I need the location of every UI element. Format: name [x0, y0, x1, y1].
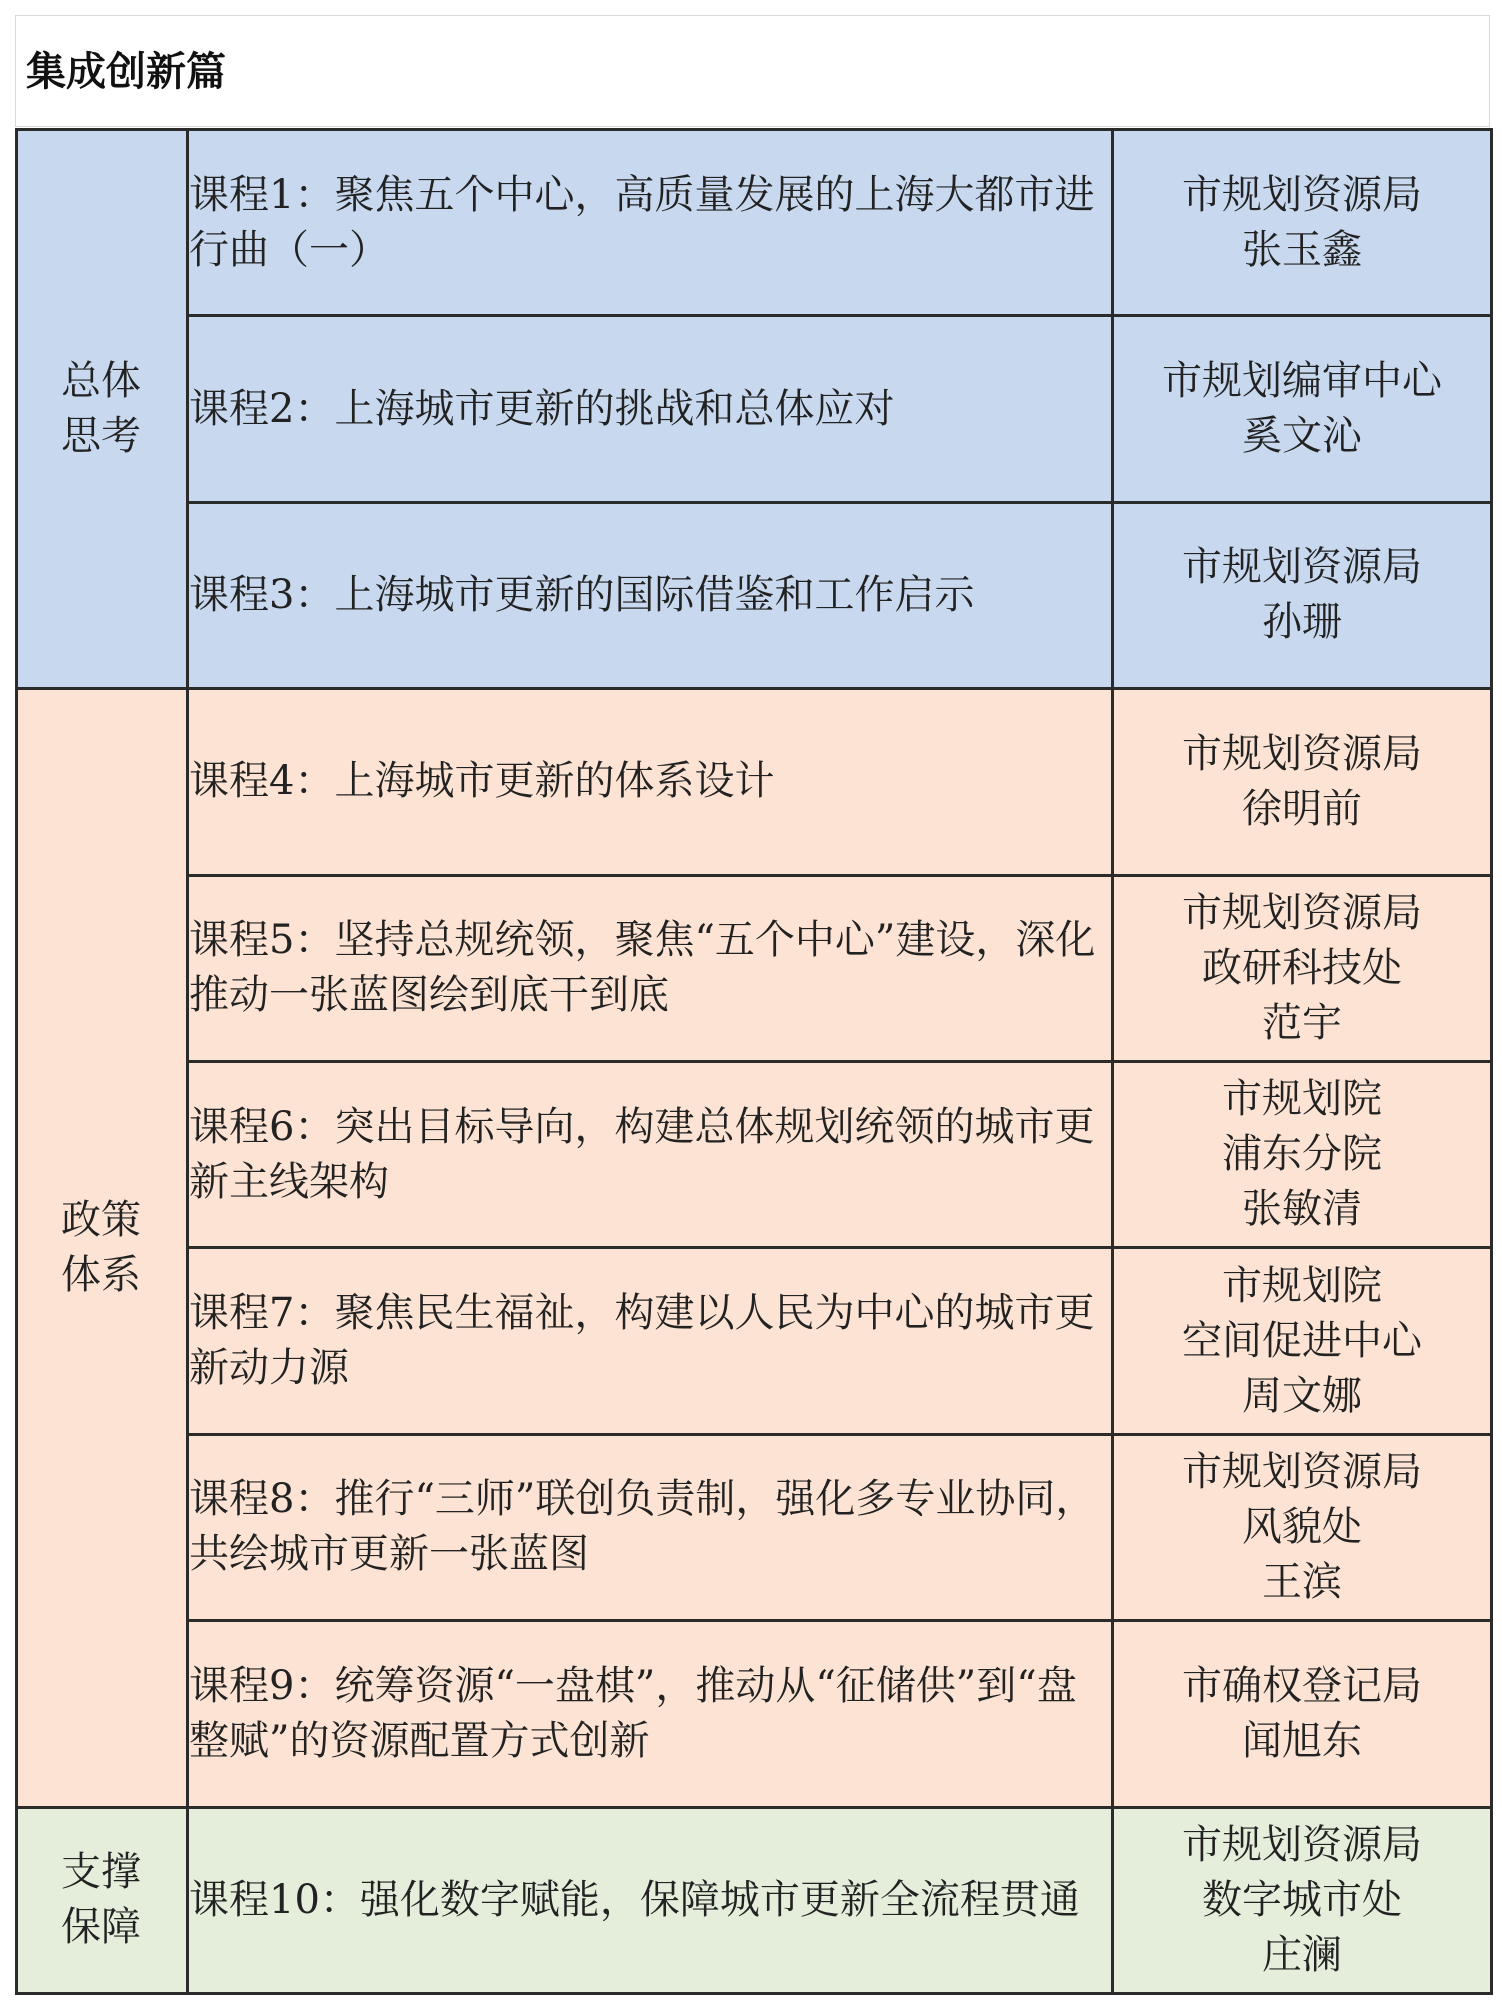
table-row [17, 1621, 1492, 1807]
speaker-cell [1113, 689, 1492, 875]
table-row [17, 1807, 1492, 1993]
speaker-cell [1113, 502, 1492, 688]
speaker-cell [1113, 1248, 1492, 1434]
speaker-line: 周文娜 [1242, 1372, 1362, 1419]
table-row [17, 689, 1492, 875]
table-row [17, 1434, 1492, 1620]
speaker-line: 徐明前 [1242, 785, 1362, 832]
speaker-line: 市规划资源局 [1182, 730, 1422, 777]
course-table [15, 128, 1493, 1995]
course-title: 课程5：坚持总规统领，聚焦“五个中心”建设，深化推动一张蓝图绘到底干到底 [188, 875, 1113, 1061]
speaker-line: 张玉鑫 [1242, 226, 1362, 273]
speaker-cell [1113, 1061, 1492, 1247]
speaker-line: 孙珊 [1262, 599, 1342, 646]
course-title: 课程8：推行“三师”联创负责制，强化多专业协同，共绘城市更新一张蓝图 [188, 1434, 1113, 1620]
speaker-line: 市规划资源局 [1182, 171, 1422, 218]
speaker-line: 庄澜 [1262, 1931, 1342, 1978]
category-cell [17, 130, 188, 689]
category-cell [17, 689, 188, 1807]
speaker-cell [1113, 875, 1492, 1061]
speaker-line: 浦东分院 [1222, 1131, 1382, 1178]
course-title: 课程2：上海城市更新的挑战和总体应对 [188, 316, 1113, 502]
title-bar [15, 15, 1490, 127]
category-label: 总体思考 [61, 358, 141, 460]
table-row [17, 502, 1492, 688]
speaker-line: 市规划院 [1222, 1076, 1382, 1123]
category-cell [17, 1807, 188, 1993]
speaker-line: 市规划资源局 [1182, 889, 1422, 936]
course-title: 课程3：上海城市更新的国际借鉴和工作启示 [188, 502, 1113, 688]
speaker-line: 市确权登记局 [1182, 1662, 1422, 1709]
speaker-cell [1113, 1434, 1492, 1620]
course-title: 课程7：聚焦民生福祉，构建以人民为中心的城市更新动力源 [188, 1248, 1113, 1434]
table-row [17, 1061, 1492, 1247]
table-row [17, 130, 1492, 316]
speaker-line: 数字城市处 [1202, 1876, 1402, 1923]
speaker-cell [1113, 130, 1492, 316]
course-title: 课程4：上海城市更新的体系设计 [188, 689, 1113, 875]
table-row [17, 1248, 1492, 1434]
table-row [17, 316, 1492, 502]
course-table-body [17, 130, 1492, 1994]
course-title: 课程9：统筹资源“一盘棋”，推动从“征储供”到“盘整赋”的资源配置方式创新 [188, 1621, 1113, 1807]
speaker-cell [1113, 1807, 1492, 1993]
course-title: 课程1：聚焦五个中心，高质量发展的上海大都市进行曲（一） [188, 130, 1113, 316]
speaker-line: 奚文沁 [1242, 413, 1362, 460]
speaker-line: 闻旭东 [1242, 1717, 1362, 1764]
speaker-line: 政研科技处 [1202, 944, 1402, 991]
category-label: 政策体系 [61, 1196, 141, 1298]
speaker-line: 风貌处 [1242, 1503, 1362, 1550]
course-title: 课程10：强化数字赋能，保障城市更新全流程贯通 [188, 1807, 1113, 1993]
speaker-line: 范宇 [1262, 999, 1342, 1046]
speaker-line: 张敏清 [1242, 1186, 1362, 1233]
speaker-cell [1113, 1621, 1492, 1807]
category-label: 支撑保障 [61, 1849, 141, 1951]
course-title: 课程6：突出目标导向，构建总体规划统领的城市更新主线架构 [188, 1061, 1113, 1247]
speaker-line: 空间促进中心 [1182, 1317, 1422, 1364]
speaker-line: 市规划院 [1222, 1262, 1382, 1309]
speaker-line: 市规划资源局 [1182, 1448, 1422, 1495]
speaker-line: 市规划编审中心 [1162, 358, 1442, 405]
speaker-line: 市规划资源局 [1182, 1821, 1422, 1868]
table-row [17, 875, 1492, 1061]
speaker-line: 王滨 [1262, 1558, 1342, 1605]
speaker-line: 市规划资源局 [1182, 544, 1422, 591]
speaker-cell [1113, 316, 1492, 502]
page-title: 集成创新篇 [26, 48, 226, 95]
